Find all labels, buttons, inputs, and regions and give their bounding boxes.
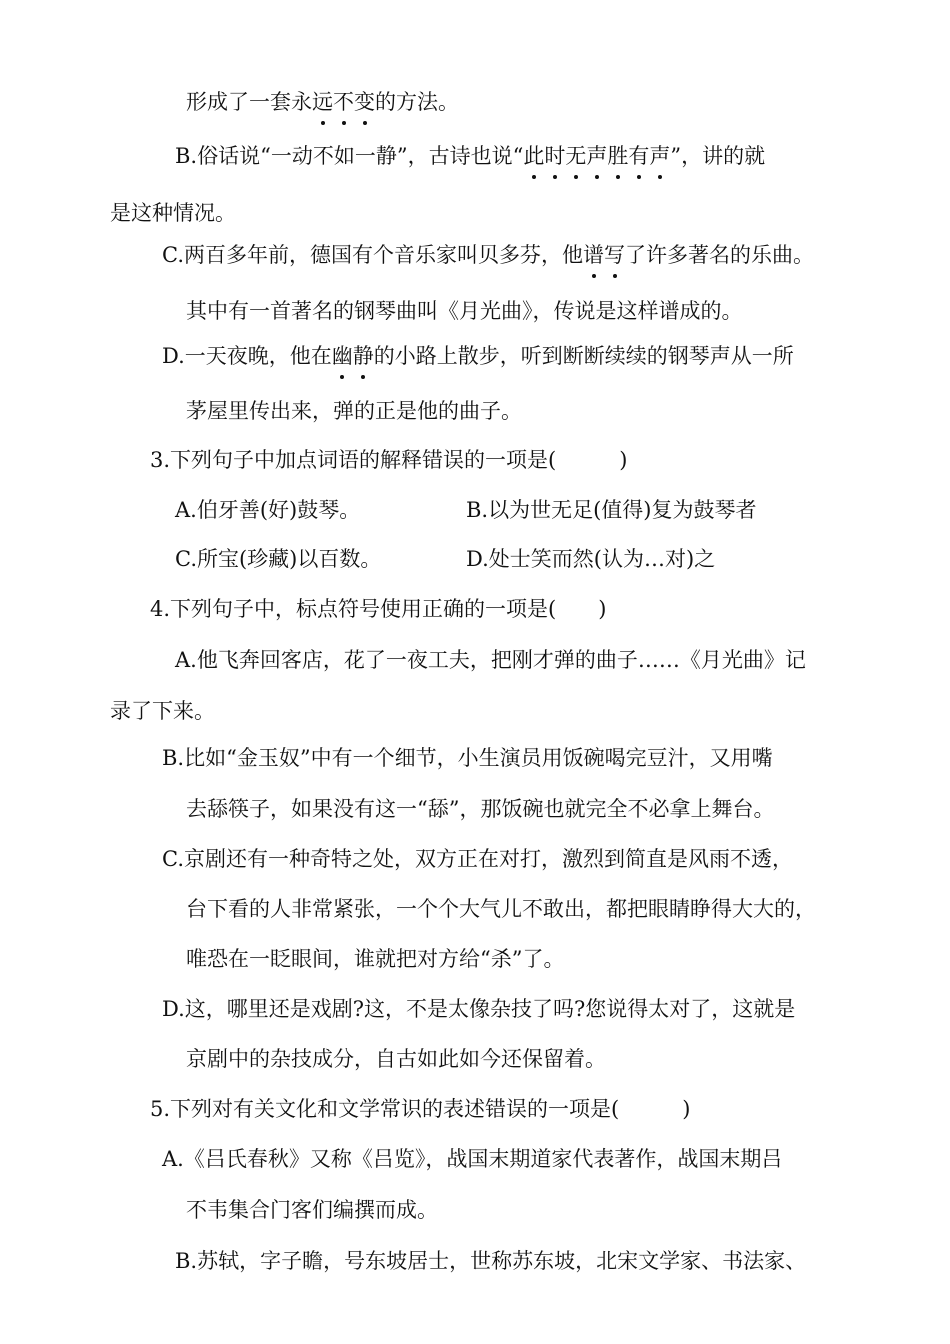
q3-option-d: D.处士笑而然(认为…对)之 bbox=[466, 547, 716, 571]
dotted-character: 时 bbox=[544, 144, 566, 168]
q3-stem: 3.下列句子中加点词语的解释错误的一项是( ) bbox=[150, 448, 628, 472]
q5-option-b-line1: B.苏轼，字子瞻，号东坡居士，世称苏东坡，北宋文学家、书法家、 bbox=[175, 1249, 807, 1273]
q4-option-c-line3: 唯恐在一眨眼间，谁就把对方给“杀”了。 bbox=[186, 947, 565, 971]
dotted-character: 声 bbox=[586, 144, 608, 168]
text-run: 形成了一套永 bbox=[186, 90, 312, 114]
text-run: ”，讲的就 bbox=[670, 144, 766, 168]
dotted-character: 远 bbox=[312, 90, 333, 114]
dotted-character: 无 bbox=[565, 144, 587, 168]
q5-option-a-line2: 不韦集合门客们编撰而成。 bbox=[186, 1198, 438, 1222]
q4-option-d-line2: 京剧中的杂技成分，自古如此如今还保留着。 bbox=[186, 1047, 606, 1071]
q5-stem: 5.下列对有关文化和文学常识的表述错误的一项是( ) bbox=[150, 1097, 691, 1121]
q4-option-a-line2: 录了下来。 bbox=[110, 699, 215, 723]
q4-option-a-line1: A.他飞奔回客店，花了一夜工夫，把刚才弹的曲子……《月光曲》记 bbox=[175, 648, 806, 672]
dotted-character: 此 bbox=[523, 144, 545, 168]
dotted-character: 胜 bbox=[607, 144, 629, 168]
q3-option-c: C.所宝(珍藏)以百数。 bbox=[175, 547, 382, 571]
q2-option-a-continuation bbox=[186, 88, 459, 116]
q4-option-b-line2: 去舔筷子，如果没有这一“舔”，那饭碗也就完全不必拿上舞台。 bbox=[186, 797, 775, 821]
text-run: B.俗话说“一动不如一静”，古诗也说“ bbox=[175, 144, 524, 168]
text-run: 了许多著名的乐曲。 bbox=[625, 243, 814, 267]
text-run: 的方法。 bbox=[375, 90, 459, 114]
dotted-character: 有 bbox=[628, 144, 650, 168]
q2-option-b-line1 bbox=[175, 142, 765, 170]
emphasized-word bbox=[332, 344, 374, 368]
q2-option-b-line2: 是这种情况。 bbox=[110, 201, 236, 225]
text-run: C.两百多年前，德国有个音乐家叫贝多芬，他 bbox=[162, 243, 583, 267]
dotted-character: 不 bbox=[333, 90, 354, 114]
q3-option-b: B.以为世无足(值得)复为鼓琴者 bbox=[466, 498, 757, 522]
q4-stem: 4.下列句子中，标点符号使用正确的一项是( ) bbox=[150, 597, 607, 621]
text-run: D.一天夜晚，他在 bbox=[162, 344, 332, 368]
q4-option-b-line1: B.比如“金玉奴”中有一个细节，小生演员用饭碗喝完豆汁，又用嘴 bbox=[162, 746, 773, 770]
dotted-character: 声 bbox=[649, 144, 671, 168]
dotted-character: 写 bbox=[604, 243, 625, 267]
emphasized-word bbox=[583, 243, 625, 267]
emphasized-word bbox=[312, 90, 375, 114]
text-run: 的小路上散步，听到断断续续的钢琴声从一所 bbox=[373, 344, 794, 368]
dotted-character: 谱 bbox=[583, 243, 604, 267]
emphasized-phrase bbox=[523, 144, 670, 168]
dotted-character: 变 bbox=[354, 90, 375, 114]
q4-option-d-line1: D.这，哪里还是戏剧?这，不是太像杂技了吗?您说得太对了，这就是 bbox=[162, 997, 796, 1021]
q2-option-d-line2: 茅屋里传出来，弹的正是他的曲子。 bbox=[186, 399, 522, 423]
q2-option-d-line1 bbox=[162, 342, 794, 370]
q4-option-c-line1: C.京剧还有一种奇特之处，双方正在对打，激烈到简直是风雨不透， bbox=[162, 847, 793, 871]
dotted-character: 幽 bbox=[331, 344, 353, 368]
q4-option-c-line2: 台下看的人非常紧张，一个个大气儿不敢出，都把眼睛睁得大大的， bbox=[186, 897, 816, 921]
dotted-character: 静 bbox=[352, 344, 374, 368]
q2-option-c-line1 bbox=[162, 241, 814, 269]
q3-option-a: A.伯牙善(好)鼓琴。 bbox=[175, 498, 361, 522]
q2-option-c-line2: 其中有一首著名的钢琴曲叫《月光曲》，传说是这样谱成的。 bbox=[186, 299, 743, 323]
q5-option-a-line1: A.《吕氏春秋》又称《吕览》，战国末期道家代表著作，战国末期吕 bbox=[162, 1147, 783, 1171]
